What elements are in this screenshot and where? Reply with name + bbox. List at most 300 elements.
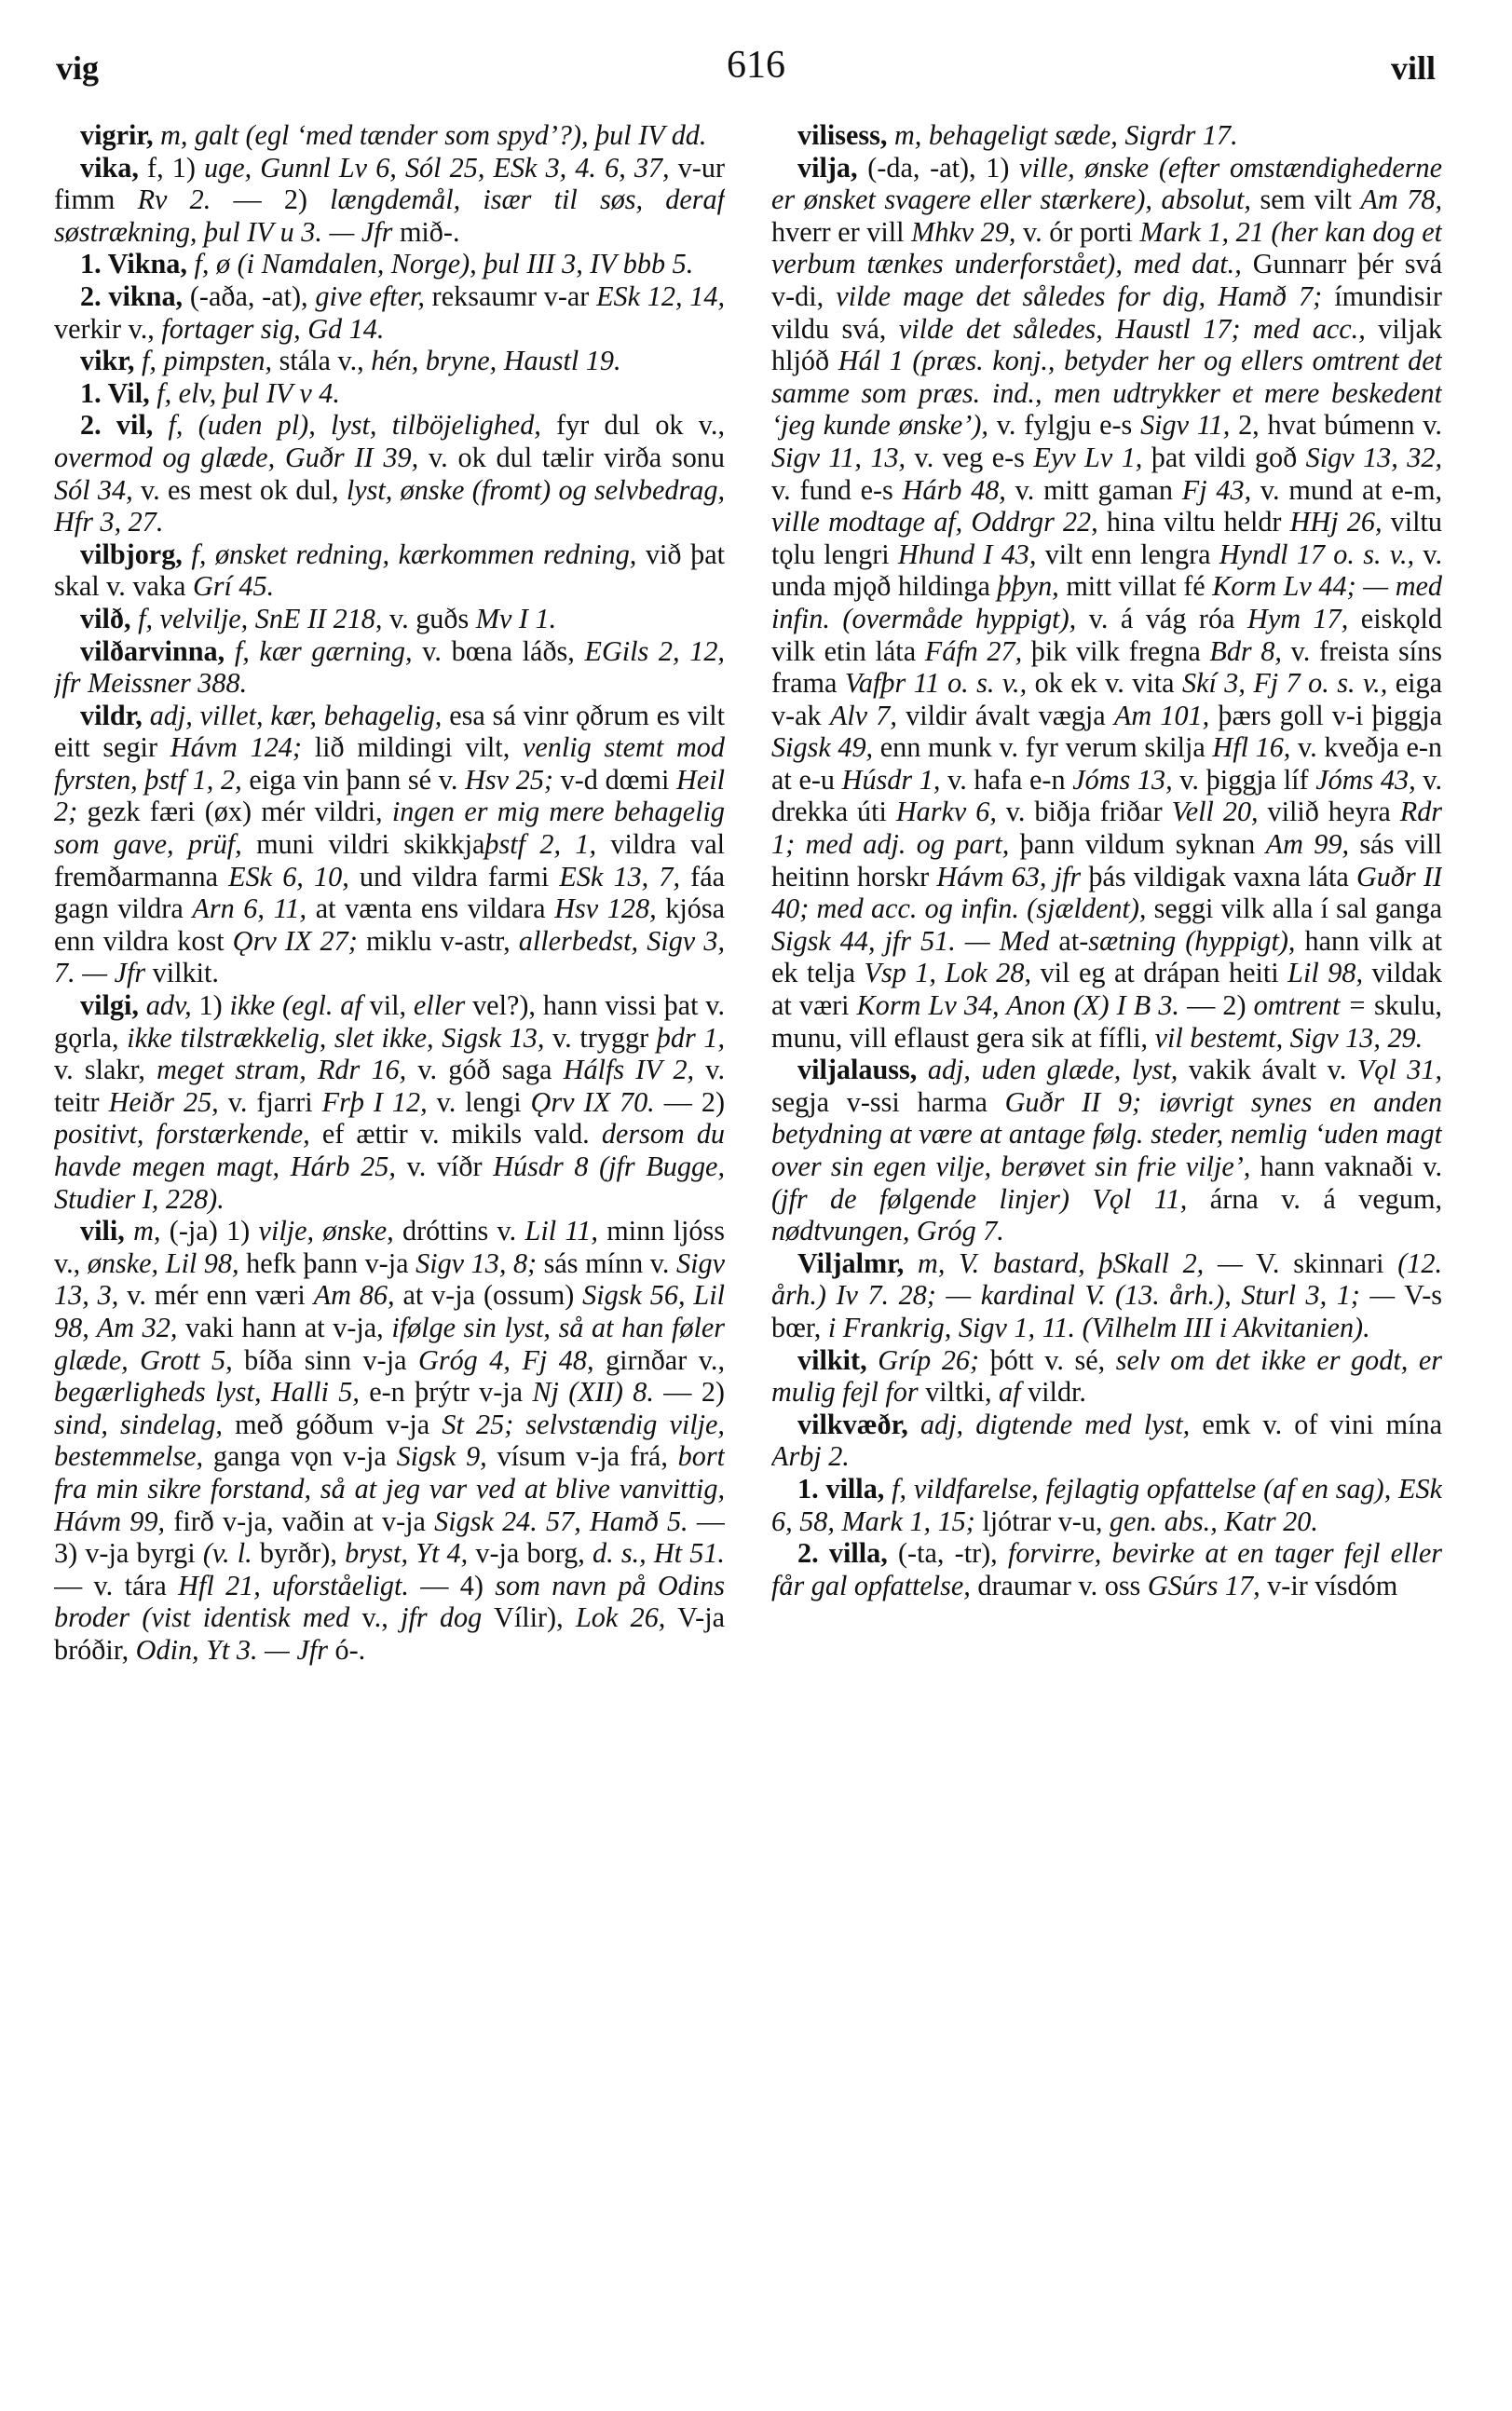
entry-text: Vílir), xyxy=(482,1601,576,1634)
entry-italic-text: ifølge sin lyst, så at han føler glæde, Grott 5, xyxy=(54,1311,725,1376)
entry-text: ó-. xyxy=(327,1633,366,1666)
entry-italic-text: Hárb 48, xyxy=(902,473,1006,506)
entry-italic-text: som navn på Odins broder (vist identisk med xyxy=(54,1569,725,1634)
entry-text: ímundisir vildu svá, xyxy=(771,279,1442,345)
entry-headword: vilð, xyxy=(80,602,131,634)
entry-italic-text: længdemål, især til søs, deraf søstrækning, þul IV u 3. — Jfr xyxy=(54,184,725,248)
entry-italic-text: Arbj 2. xyxy=(771,1440,850,1473)
entry-text: v. fjarri xyxy=(218,1085,322,1118)
entry-text: vildr. xyxy=(1020,1376,1086,1409)
entry-italic-text: Harkv 6, xyxy=(895,796,997,828)
entry-text: v. guðs xyxy=(382,602,476,634)
entry-text: v. á vág róa xyxy=(1076,602,1248,634)
entry-text: kjósa enn vildra kost xyxy=(54,892,725,957)
entry-italic-text: Vafþr 11 o. s. v., xyxy=(844,667,1028,700)
entry-text: v-ja borg, xyxy=(468,1537,593,1570)
entry-text: V. skinnari xyxy=(1242,1246,1398,1279)
entry-headword: 2. vil, xyxy=(80,409,154,442)
entry-italic-text: Fj 43, xyxy=(1181,473,1252,506)
entry-italic-text: Gróg 4, Fj 48, xyxy=(418,1343,594,1376)
entry-text: v. veg e-s xyxy=(906,441,1034,473)
dictionary-entry xyxy=(54,538,725,603)
entry-italic-text: venlig stemt mod fyrsten, þstf 1, 2, xyxy=(54,731,725,796)
entry-text: hann vilk at ek telja xyxy=(771,924,1442,989)
entry-italic-text: Hávm 63, jfr xyxy=(936,860,1082,892)
entry-text: v. unda mjǫð hildinga xyxy=(771,538,1442,603)
entry-italic-text: Lil 98, xyxy=(1287,957,1363,989)
entry-text: vil, xyxy=(361,989,414,1022)
entry-italic-text: Mv I 1. xyxy=(475,602,557,634)
entry-text: við þat skal v. vaka xyxy=(54,538,725,603)
dictionary-entry xyxy=(771,1054,1442,1247)
entry-text: und vildra farmi xyxy=(348,860,560,892)
entry-text: v-d dœmi xyxy=(552,763,677,796)
entry-italic-text: (jfr de følgende linjer) Vǫl 11, xyxy=(771,1182,1188,1215)
entry-text: v. ok dul tælir virða sonu xyxy=(418,441,725,473)
entry-text: sem vilt xyxy=(1250,184,1361,216)
entry-text: emk v. of vini mína xyxy=(1190,1408,1442,1440)
entry-italic-text: Rdr 1; med adj. og part, xyxy=(771,796,1442,861)
entry-text: ganga vǫn v-ja xyxy=(203,1440,397,1473)
entry-italic-text: Heiðr 25, xyxy=(108,1085,219,1118)
entry-text: v-ur fimm xyxy=(54,151,725,216)
entry-italic-text: Sigsk 9, xyxy=(396,1440,487,1473)
entry-italic-text: Lil 11, xyxy=(524,1215,598,1247)
left-column xyxy=(54,119,725,2392)
entry-text: v-ir vísdóm xyxy=(1260,1569,1398,1601)
entry-text: vaki hann at v-ja, xyxy=(177,1311,392,1343)
entry-italic-text: Jóms 13, xyxy=(1072,763,1173,796)
entry-headword: 1. Vikna, xyxy=(80,248,187,280)
entry-text: hann vaknaði v. xyxy=(1250,1151,1442,1182)
entry-text: vel?), hann vissi þat v. gǫrla, xyxy=(54,989,725,1054)
entry-italic-text: Hym 17, xyxy=(1247,602,1349,634)
entry-italic-text: Húsdr 8 (jfr Bugge, Studier I, 228). xyxy=(54,1151,725,1215)
entry-italic-text: Sigv 11, xyxy=(1140,409,1231,442)
entry-italic-text: Am 86, xyxy=(313,1279,395,1312)
entry-text: lið mildingi vilt, xyxy=(301,731,523,764)
page-header xyxy=(0,0,1512,102)
entry-text: V-s bœr, xyxy=(771,1279,1442,1343)
entry-italic-text: f, ønsket redning, kærkommen redning, xyxy=(182,538,637,570)
entry-italic-text: Rv 2. xyxy=(137,184,211,216)
entry-italic-text: (12. årh.) Iv 7. 28; — kardinal V. (13. årh.), Sturl 3, 1; — xyxy=(771,1246,1442,1312)
dictionary-entry xyxy=(771,119,1442,152)
entry-text: minn ljóss v., xyxy=(54,1215,725,1279)
entry-text: eiga vin þann sé v. xyxy=(241,763,466,796)
entry-headword: vildr, xyxy=(80,699,143,731)
entry-text: v. ór porti xyxy=(1015,215,1140,248)
entry-text: Gunnarr þér svá v-di, xyxy=(771,248,1442,312)
entry-italic-text: sind, sindelag, xyxy=(54,1408,223,1440)
entry-text: vildir ávalt vægja xyxy=(896,699,1114,731)
dictionary-entry xyxy=(771,152,1442,1055)
entry-text: dróttins v. xyxy=(393,1215,525,1247)
entry-text: — 2) xyxy=(211,184,331,216)
entry-text: ljótrar v-u, xyxy=(974,1505,1110,1537)
entry-text: reksaumr v-ar xyxy=(424,279,597,312)
entry-italic-text: hén, bryne, Haustl 19. xyxy=(371,345,621,377)
entry-italic-text: gen. abs., Katr 20. xyxy=(1110,1505,1318,1537)
entry-italic-text: Grí 45. xyxy=(192,570,275,603)
entry-headword: vilgi, xyxy=(80,989,139,1022)
entry-headword: 1. villa, xyxy=(797,1472,885,1505)
entry-text: þótt v. sé, xyxy=(979,1343,1116,1376)
entry-text: — 2) xyxy=(653,1376,725,1409)
entry-italic-text: f, vildfarelse, fejlagtig opfattelse (af en sag), ESk 6, 58, Mark 1, 15; xyxy=(771,1472,1442,1537)
dictionary-entry xyxy=(771,1537,1442,1601)
entry-text: vil eg at drápan heiti xyxy=(1031,957,1288,989)
entry-headword: vilkit, xyxy=(797,1343,867,1376)
entry-text: hina viltu heldr xyxy=(1097,506,1290,538)
entry-text: firð v-ja, vaðin at v-ja xyxy=(165,1505,435,1537)
entry-italic-text: Am 101, xyxy=(1113,699,1210,731)
entry-italic-text: Vell 20, xyxy=(1171,796,1259,828)
entry-text: v. góð saga xyxy=(406,1054,564,1086)
dictionary-entry xyxy=(54,409,725,538)
entry-italic-text: Guðr II 9; iøvrigt synes en anden betydning at være at antage følg. steder, nemlig ‘uden magt over sin egen vilje, berøvet sin frie vilje’, xyxy=(771,1085,1442,1182)
dictionary-entry xyxy=(54,345,725,377)
entry-italic-text: Nj (XII) 8. xyxy=(532,1376,654,1409)
entry-text: sás mínn v. xyxy=(537,1246,677,1279)
entry-text: v. slakr, xyxy=(54,1054,157,1086)
entry-italic-text: af xyxy=(999,1376,1021,1409)
entry-italic-text: Vǫl 31, xyxy=(1356,1054,1442,1086)
entry-text: eiskǫld vilk etin láta xyxy=(771,602,1442,667)
entry-italic-text: vilde mage det således for dig, Hamð 7; xyxy=(836,279,1323,312)
entry-text: f, 1) xyxy=(138,151,205,184)
entry-italic-text: Hál 1 (præs. konj., betyder her og ellers omtrent det samme som præs. ind., men udtrykker et mere beskedent ‘jeg kunde ønske’), xyxy=(771,345,1442,442)
entry-italic-text: ønske, Lil 98, xyxy=(87,1246,239,1279)
entry-italic-text: f, ø (i Namdalen, Norge), þul III 3, IV bbb 5. xyxy=(186,248,694,280)
entry-italic-text: begærligheds lyst, Halli 5, xyxy=(54,1376,360,1409)
entry-italic-text: Vsp 1, Lok 28, xyxy=(864,957,1032,989)
entry-text: v. bœna láðs, xyxy=(412,634,585,667)
entry-italic-text: Guðr II 40; med acc. og infin. (sjældent), xyxy=(771,860,1442,925)
entry-italic-text: Arn 6, 11, xyxy=(192,892,307,925)
entry-headword: vilisess, xyxy=(797,119,888,151)
entry-italic-text: allerbedst, Sigv 3, 7. — Jfr xyxy=(54,924,725,989)
dictionary-entry xyxy=(54,603,725,635)
entry-text: þann vildum syknan xyxy=(1009,828,1266,861)
dictionary-entry xyxy=(771,1473,1442,1537)
entry-italic-text: ESk 6, 10, xyxy=(228,860,349,892)
entry-text: v. mér enn væri xyxy=(118,1279,314,1312)
entry-italic-text: ville modtage af, Oddrgr 22, xyxy=(771,506,1098,538)
entry-text: v. mitt gaman xyxy=(1005,473,1182,506)
entry-italic-text: Mark 1, 21 (her kan dog et verbum tænkes underforstået), med dat., xyxy=(771,215,1442,280)
entry-italic-text: m, galt (egl ‘med tænder som spyd’?), þul IV dd. xyxy=(153,119,707,151)
entry-italic-text: adj, digtende med lyst, xyxy=(907,1408,1191,1440)
entry-text: hverr er vill xyxy=(771,215,912,248)
entry-text: (-da, -at), 1) xyxy=(857,151,1020,184)
entry-italic-text: GSúrs 17, xyxy=(1147,1569,1260,1601)
entry-italic-text: Hfl 21, uforståeligt. xyxy=(178,1569,409,1601)
entry-text: v. biðja friðar xyxy=(996,796,1172,828)
entry-italic-text: Eyv Lv 1, xyxy=(1033,441,1143,473)
entry-italic-text: meget stram, Rdr 16, xyxy=(157,1054,407,1086)
entry-text: vísum v-ja frá, xyxy=(486,1440,678,1473)
entry-italic-text: bort fra min sikre forstand, så at jeg var ved at blive vanvittig, Hávm 99, xyxy=(54,1440,725,1537)
entry-text: v. teitr xyxy=(54,1054,725,1118)
entry-text: — v. tára xyxy=(54,1569,179,1601)
entry-italic-text: Jóms 43, xyxy=(1315,763,1416,796)
entry-italic-text: Korm Lv 34, Anon (X) I B 3. xyxy=(856,989,1179,1022)
page-number: 616 xyxy=(727,44,785,87)
entry-text: — 4) xyxy=(408,1569,496,1601)
entry-italic-text: Hsv 25; xyxy=(465,763,553,796)
entry-italic-text: eller xyxy=(413,989,466,1022)
entry-italic-text: þdr 1, xyxy=(656,1021,725,1054)
entry-italic-text: ESk 12, 14, xyxy=(596,279,725,312)
entry-text: viljak hljóð xyxy=(771,312,1442,377)
entry-italic-text: lyst, ønske (fromt) og selvbedrag, Hfr 3, 27. xyxy=(54,473,725,538)
entry-italic-text: þstf 2, 1, xyxy=(484,828,597,861)
entry-text: v., xyxy=(349,1601,402,1634)
entry-italic-text: adv, xyxy=(138,989,192,1022)
entry-text: v. es mest ok dul, xyxy=(132,473,347,506)
entry-italic-text: sætning (hyppigt), xyxy=(1088,924,1296,957)
entry-italic-text: m, behageligt sæde, Sigrdr 17. xyxy=(887,119,1238,151)
entry-text: mitt villat fé xyxy=(1058,570,1213,603)
entry-italic-text: vilde det således, Haustl 17; med acc., xyxy=(898,312,1366,345)
entry-text: ok ek v. vita xyxy=(1027,667,1182,700)
entry-text: vildak at væri xyxy=(771,957,1442,1022)
entry-italic-text: Ǫrv IX 27; xyxy=(232,924,358,957)
dictionary-entry xyxy=(771,1247,1442,1344)
entry-text: enn munk v. fyr verum skilja xyxy=(873,731,1213,764)
entry-text: seggi vilk alla í sal ganga xyxy=(1146,892,1442,925)
dictionary-entry xyxy=(54,635,725,700)
entry-text: vilt enn lengra xyxy=(1036,538,1219,570)
entry-text: eiga v-ak xyxy=(771,667,1442,731)
entry-headword: vilbjorg, xyxy=(80,538,183,570)
entry-text: — 2) xyxy=(654,1085,725,1118)
entry-italic-text: f, elv, þul IV v 4. xyxy=(149,376,340,409)
entry-italic-text: Hhund I 43, xyxy=(897,538,1037,570)
dictionary-entry xyxy=(54,119,725,152)
entry-italic-text: vil bestemt, Sigv 13, 29. xyxy=(1154,1021,1423,1054)
entry-italic-text: Bdr 8, xyxy=(1209,634,1282,667)
entry-text: stála v., xyxy=(272,345,372,377)
entry-text: (-ja) 1) xyxy=(160,1215,259,1247)
entry-text: e-n þrýtr v-ja xyxy=(359,1376,533,1409)
dictionary-entry xyxy=(54,152,725,249)
entry-text: v. hafa e-n xyxy=(940,763,1073,796)
entry-text: viltu tǫlu lengri xyxy=(771,506,1442,570)
entry-text: 1) xyxy=(191,989,230,1022)
entry-italic-text: f, pimpsten, xyxy=(134,345,273,377)
entry-text: v. drekka úti xyxy=(771,763,1442,828)
entry-italic-text: jfr dog xyxy=(401,1601,483,1634)
entry-text: v. freista síns frama xyxy=(771,634,1442,700)
entry-text: skulu, munu, vill eflaust gera sik at fífli, xyxy=(771,989,1442,1054)
entry-text: — 2) xyxy=(1178,989,1254,1022)
entry-italic-text: m, xyxy=(124,1215,161,1247)
entry-italic-text: ikke (egl. af xyxy=(229,989,362,1022)
entry-italic-text: ingen er mig mere behagelig som gave, prüf, xyxy=(54,796,725,861)
entry-italic-text: fortager sig, Gd 14. xyxy=(161,312,385,345)
entry-text: bíða sinn v-ja xyxy=(232,1343,419,1376)
entry-italic-text: Mhkv 29, xyxy=(911,215,1016,248)
entry-headword: vilkvæðr, xyxy=(797,1408,908,1440)
entry-italic-text: ikke tilstrækkelig, slet ikke, Sigsk 13, xyxy=(127,1021,545,1054)
entry-headword: vika, xyxy=(80,151,139,184)
entry-text: v. víðr xyxy=(395,1151,494,1182)
entry-italic-text: Hfl 16, xyxy=(1212,731,1291,764)
entry-text: mið-. xyxy=(392,215,460,248)
entry-text: árna v. á vegum, xyxy=(1187,1182,1442,1215)
entry-text: verkir v., xyxy=(54,312,162,345)
entry-italic-text: give efter, xyxy=(315,279,425,312)
entry-italic-text: i Frankrig, Sigv 1, 11. (Vilhelm III i Akvitanien). xyxy=(827,1311,1370,1343)
entry-italic-text: þþyn, xyxy=(997,570,1059,603)
entry-italic-text: Fáfn 27, xyxy=(924,634,1023,667)
entry-text: gezk færi (øx) mér vildri, xyxy=(77,796,392,828)
entry-italic-text: f, kær gærning, xyxy=(225,634,413,667)
entry-italic-text: Sigsk 56, Lil 98, Am 32, xyxy=(54,1279,725,1343)
entry-text: v. lengi xyxy=(427,1085,531,1118)
entry-text: ef ættir v. mikils vald. xyxy=(309,1118,602,1151)
entry-text: v. fylgju e-s xyxy=(988,409,1141,442)
entry-text: miklu v-astr, xyxy=(357,924,519,957)
entry-italic-text: selv om det ikke er godt, er mulig fejl for xyxy=(771,1343,1442,1409)
entry-headword: 1. Vil, xyxy=(80,376,150,409)
dictionary-entry xyxy=(54,248,725,280)
entry-italic-text: d. s., Ht 51. xyxy=(593,1537,725,1570)
entry-italic-text: Am 78, xyxy=(1360,184,1442,216)
entry-headword: Viljalmr, xyxy=(797,1246,905,1279)
entry-text: segja v-ssi harma xyxy=(771,1085,1005,1118)
entry-text: fáa gagn vildra xyxy=(54,860,725,925)
right-guide-word: vill xyxy=(1390,49,1436,87)
entry-italic-text: vilje, ønske, xyxy=(258,1215,394,1247)
entry-italic-text: dersom du havde megen magt, Hárb 25, xyxy=(54,1118,725,1182)
entry-text: sás vill heitinn horskr xyxy=(771,828,1442,892)
entry-text: 2, hvat búmenn v. xyxy=(1230,409,1442,442)
dictionary-entry xyxy=(54,700,725,989)
entry-text: vakik ávalt v. xyxy=(1178,1054,1357,1086)
entry-italic-text: Hsv 128, xyxy=(554,892,657,925)
entry-text: at vænta ens vildara xyxy=(306,892,555,925)
entry-text: at- xyxy=(1049,924,1089,957)
entry-italic-text: St 25; selvstændig vilje, bestemmelse, xyxy=(54,1408,725,1473)
entry-italic-text: Frþ I 12, xyxy=(321,1085,428,1118)
entry-text: (-ta, -tr), xyxy=(887,1537,1008,1570)
entry-italic-text: Húsdr 1, xyxy=(841,763,941,796)
entry-italic-text: forvirre, bevirke at en tager fejl eller får gal opfattelse, xyxy=(771,1537,1442,1601)
entry-headword: vigrir, xyxy=(80,119,154,151)
entry-italic-text: ESk 13, 7, xyxy=(559,860,681,892)
entry-italic-text: Heil 2; xyxy=(54,763,725,828)
entry-headword: viljalauss, xyxy=(797,1054,918,1086)
entry-headword: vilja, xyxy=(797,151,858,184)
entry-italic-text: Sigv 13, 32, xyxy=(1305,441,1442,473)
entry-italic-text: Hálfs IV 2, xyxy=(563,1054,695,1086)
entry-italic-text: bryst, Yt 4, xyxy=(345,1537,469,1570)
entry-text: girnðar v., xyxy=(593,1343,725,1376)
entry-italic-text: overmod og glæde, Guðr II 39, xyxy=(54,441,419,473)
entry-italic-text: positivt, forstærkende, xyxy=(54,1118,310,1151)
dictionary-entry xyxy=(771,1344,1442,1409)
entry-text: þás vildigak vaxna láta xyxy=(1081,860,1356,892)
entry-text: v. mund at e-m, xyxy=(1251,473,1442,506)
entry-italic-text: f, (uden pl), lyst, tilböjelighed, xyxy=(153,409,541,442)
entry-text: vildra val fremðarmanna xyxy=(54,828,725,892)
entry-text: v. fund e-s xyxy=(771,473,903,506)
entry-text: at v-ja (ossum) xyxy=(394,1279,583,1312)
entry-text: viltki, xyxy=(918,1376,1000,1409)
entry-italic-text: EGils 2, 12, jfr Meissner 388. xyxy=(54,634,725,700)
entry-italic-text: adj, uden glæde, lyst, xyxy=(917,1054,1178,1086)
entry-italic-text: f, velvilje, SnE II 218, xyxy=(130,602,383,634)
dictionary-entry xyxy=(54,1215,725,1666)
entry-italic-text: HHj 26, xyxy=(1289,506,1383,538)
dictionary-entry xyxy=(54,377,725,410)
entry-italic-text: ville, ønske (efter omstændighederne er ønsket svagere eller stærkere), absolut, xyxy=(771,151,1442,216)
entry-text: — 3) v-ja byrgi xyxy=(54,1505,725,1570)
entry-text: þærs goll v-i þiggja xyxy=(1209,699,1442,731)
entry-italic-text: Lok 26, xyxy=(575,1601,666,1634)
entry-italic-text: Sigv 13, 8; xyxy=(415,1246,538,1279)
entry-text: V-ja bróðir, xyxy=(54,1601,725,1666)
entry-italic-text: omtrent = xyxy=(1253,989,1367,1022)
entry-italic-text: Skí 3, Fj 7 o. s. v., xyxy=(1181,667,1388,700)
entry-italic-text: adj, villet, kær, behagelig, xyxy=(142,699,443,731)
entry-text: esa sá vinr ǫðrum es vilt eitt segir xyxy=(54,699,725,764)
entry-italic-text: Ǫrv IX 70. xyxy=(530,1085,655,1118)
entry-italic-text: Sigsk 24. 57, Hamð 5. xyxy=(434,1505,688,1537)
entry-italic-text: Odin, Yt 3. — Jfr xyxy=(135,1633,328,1666)
right-column xyxy=(771,119,1442,2392)
entry-text: með góðum v-ja xyxy=(222,1408,443,1440)
entry-italic-text: nødtvungen, Gróg 7. xyxy=(771,1215,1004,1247)
entry-italic-text: uge, Gunnl Lv 6, Sól 25, ESk 3, 4. 6, 37, xyxy=(204,151,670,184)
entry-italic-text: Sigsk 44, jfr 51. — Med xyxy=(771,924,1050,957)
dictionary-entry xyxy=(54,989,725,1215)
entry-italic-text: Sigv 11, 13, xyxy=(771,441,906,473)
entry-headword: 2. vikna, xyxy=(80,279,184,312)
entry-italic-text: Alv 7, xyxy=(829,699,897,731)
entry-text: draumar v. oss xyxy=(970,1569,1148,1601)
entry-text: byrðr), xyxy=(252,1537,346,1570)
entry-text: (-aða, -at), xyxy=(183,279,316,312)
entry-italic-text: Gríp 26; xyxy=(866,1343,980,1376)
entry-italic-text: Hyndl 17 o. s. v., xyxy=(1219,538,1415,570)
entry-italic-text: Sigsk 49, xyxy=(771,731,874,764)
entry-italic-text: Am 99, xyxy=(1265,828,1350,861)
entry-headword: vilðarvinna, xyxy=(80,634,225,667)
entry-italic-text: Sól 34, xyxy=(54,473,133,506)
entry-text: þik vilk fregna xyxy=(1022,634,1210,667)
entry-text: fyr dul ok v., xyxy=(540,409,725,442)
entry-italic-text: Sigv 13, 3, xyxy=(54,1246,725,1312)
entry-headword: 2. villa, xyxy=(797,1537,888,1570)
entry-text: vilkit. xyxy=(145,957,219,989)
entry-headword: vili, xyxy=(80,1215,125,1247)
entry-text: v. tryggr xyxy=(544,1021,657,1054)
dictionary-entry xyxy=(771,1409,1442,1473)
entry-text: v. þiggja líf xyxy=(1172,763,1316,796)
dictionary-entry xyxy=(54,280,725,345)
entry-italic-text: m, V. bastard, þSkall 2, — xyxy=(904,1246,1243,1279)
entry-text: þat vildi goð xyxy=(1142,441,1306,473)
entry-text: hefk þann v-ja xyxy=(238,1246,416,1279)
entry-italic-text: Hávm 124; xyxy=(170,731,302,764)
entry-headword: vikr, xyxy=(80,345,135,377)
entry-italic-text: (v. l. xyxy=(202,1537,252,1570)
entry-text: v. kveðja e-n at e-u xyxy=(771,731,1442,796)
